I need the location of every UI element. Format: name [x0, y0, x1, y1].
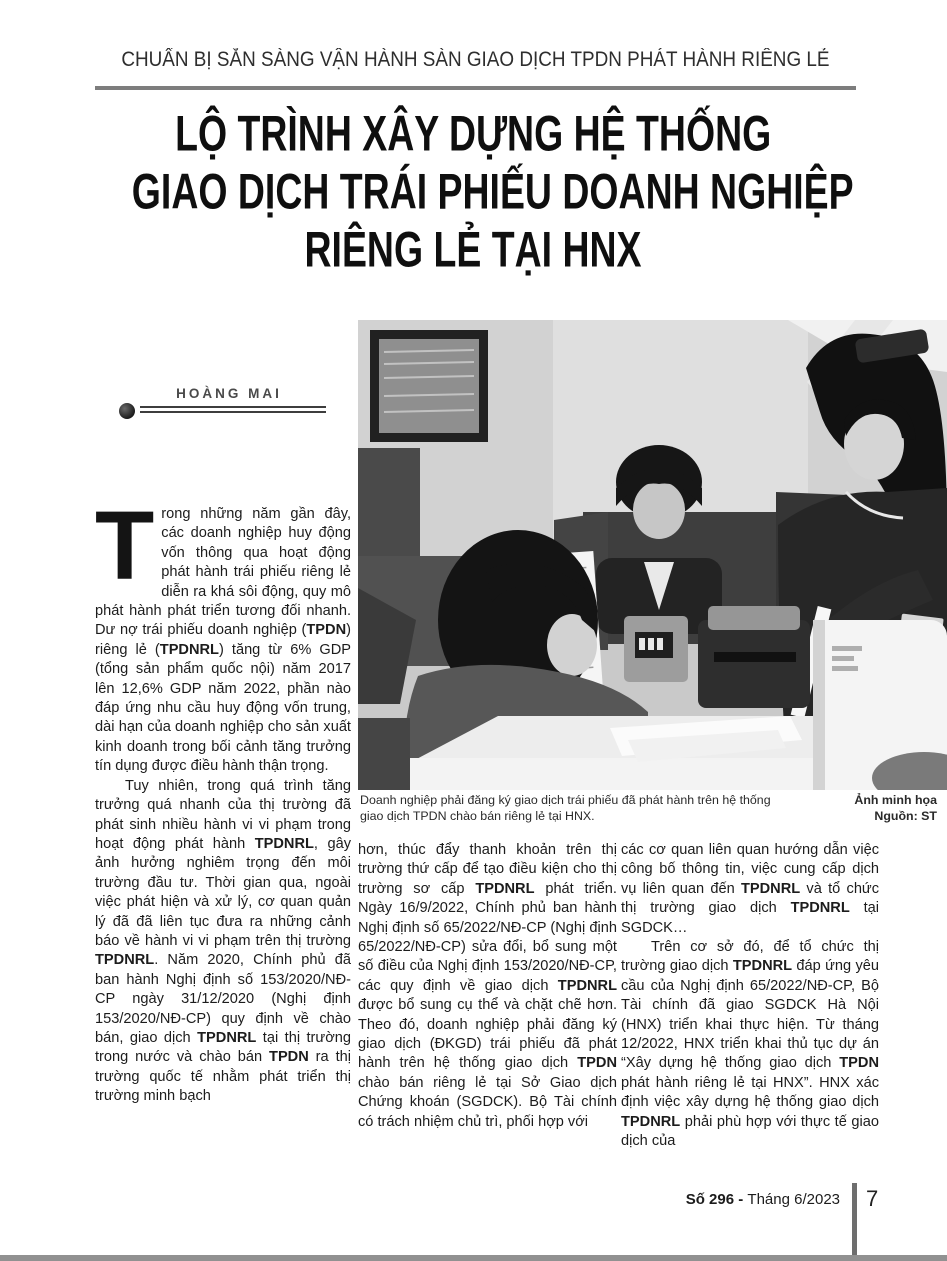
byline: [118, 386, 330, 413]
photo-caption-row: [360, 793, 937, 825]
page-bottom-edge: [0, 1255, 947, 1261]
photo-credit: [814, 793, 937, 825]
column-1: [95, 491, 351, 1107]
drop-cap: T: [95, 491, 155, 600]
paragraph-4: các cơ quan liên quan hướng dẫn việc công bố thông tin, việc cung cấp dịch vụ liên quan đến TPDNRL và tổ chức thị trường giao dịch TPDNRL tại SGDCK…: [621, 842, 880, 936]
footer-issue-number: Số 296 -: [685, 1191, 748, 1208]
bank-counter-scene: [358, 320, 947, 790]
section-kicker-text: CHUẨN BỊ SẴN SÀNG VẬN HÀNH SÀN GIAO DỊCH TPDN PHÁT HÀNH RIÊNG LẺ: [121, 48, 830, 71]
paragraph-2: Tuy nhiên, trong quá trình tăng trưởng quá nhanh của thị trường đã phát sinh nhiều hành vi vi phạm trong hoạt động phát hành TPDNRL, gây ảnh hưởng nghiêm trọng đến môi trường đầu tư. Thời gian qua, ngoài việc phát hiện và xử lý, cơ quan quản lý đã đã liên tục đưa ra những cảnh báo về hành vi vi phạm trên thị trường TPDNRL. Năm 2020, Chính phủ đã ban hành Nghị định số 153/2020/NĐ-CP ngày 31/12/2020 (Nghị định 153/2020/NĐ-CP) quy định về chào bán, giao dịch TPDNRL tại thị trường trong nước và chào bán TPDN ra thị trường quốc tế nhằm phát triển thị trường minh bạch: [95, 777, 351, 1105]
footer-issue: [600, 1191, 840, 1208]
footer-divider-bar: [852, 1183, 857, 1261]
article-title: [30, 106, 917, 280]
author-name: HOÀNG MAI: [176, 386, 282, 401]
footer-issue-month: Tháng 6/2023: [747, 1191, 840, 1208]
article-title-line3: RIÊNG LẺ TẠI HNX: [305, 222, 642, 279]
section-kicker: [60, 48, 891, 72]
paragraph-1-text: rong những năm gần đây, các doanh nghiệp huy động vốn thông qua hoạt động phát hành trái phiếu riêng lẻ diễn ra khá sôi động, quy mô phát hành phát triển tương đối nhanh. Dư nợ trái phiếu doanh nghiệp (TPDN) riêng lẻ (TPDNRL) tăng từ 6% GDP (tổng sản phẩm quốc nội) năm 2017 lên 12,6% GDP năm 2022, phần nào đáp ứng nhu cầu huy động vốn trung, dài hạn của doanh nghiệp cho sản xuất kinh doanh trong bối cảnh tăng trưởng tín dụng được điều hành thận trọng.: [95, 506, 351, 775]
byline-rule: [140, 406, 326, 413]
paragraph-5: Trên cơ sở đó, để tổ chức thị trường giao dịch TPDNRL đáp ứng yêu cầu của Nghị định 65/2022/NĐ-CP, Bộ Tài chính đã giao SGDCK Hà Nội (HNX) triển khai thực hiện. Từ tháng 12/2022, HNX triển khai thủ tục dự án “Xây dựng hệ thống giao dịch TPDN phát hành riêng lẻ tại HNX”. HNX xác định việc xây dựng hệ thống giao dịch TPDNRL phải phù hợp với thực tế giao dịch của: [621, 939, 880, 1150]
column-3: [621, 841, 879, 1152]
header-rule: [95, 86, 856, 90]
paragraph-1: [95, 491, 351, 777]
paragraph-3: hơn, thúc đẩy thanh khoản trên thị trường thứ cấp để tạo điều kiện cho thị trường sơ cấp TPDNRL phát triển. Ngày 16/9/2022, Chính phủ ban hành Nghị định số 65/2022/NĐ-CP (Nghị định 65/2022/NĐ-CP) sửa đổi, bổ sung một số điều của Nghị định 153/2020/NĐ-CP, các quy định về giao dịch TPDNRL được bổ sung cụ thể và chặt chẽ hơn. Theo đó, doanh nghiệp phải đăng ký giao dịch (ĐKGD) trái phiếu đã phát hành trên hệ thống giao dịch TPDN chào bán riêng lẻ tại Sở Giao dịch Chứng khoán (SGDCK). Bộ Tài chính có trách nhiệm chủ trì, phối hợp với: [358, 842, 617, 1130]
photo-credit-line2: Nguồn: ST: [874, 808, 937, 823]
photo-credit-line1: Ảnh minh họa: [854, 793, 937, 807]
article-photo: [358, 320, 947, 790]
photo-caption: Doanh nghiệp phải đăng ký giao dịch trái phiếu đã phát hành trên hệ thống giao dịch TPDN chào bán riêng lẻ tại HNX.: [360, 793, 771, 823]
article-title-line2: GIAO DỊCH TRÁI PHIẾU DOANH NGHIỆP: [131, 164, 854, 221]
column-2: [358, 841, 617, 1132]
page-number: 7: [866, 1186, 879, 1211]
byline-bullet-icon: [119, 403, 135, 419]
article-title-line1: LỘ TRÌNH XÂY DỰNG HỆ THỐNG: [175, 106, 772, 163]
